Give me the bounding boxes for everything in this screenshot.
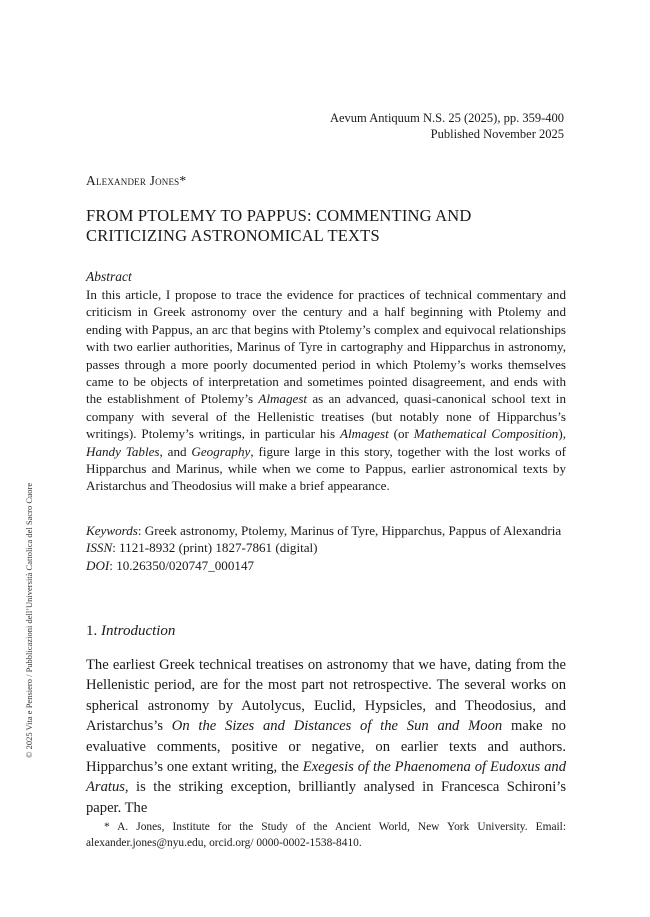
article-metadata bbox=[86, 522, 566, 574]
copyright-notice: © 2025 Vita e Pensiero / Pubblicazioni dell’Università Cattolica del Sacro Cuore bbox=[24, 482, 34, 758]
body-paragraph: The earliest Greek technical treatises on astronomy that we have, dating from the Hellenistic period, are for the most part not retrospective. The several works on spherical astronomy by Autolycus, Euclid, Hypsicles, and Theodosius, and Aristarchus’s On the Sizes and Distances of the Sun and Moon make no evaluative comments, positive or negative, on earlier texts and authors. Hipparchus’s one extant writing, the Exegesis of the Phaenomena of Eudoxus and Aratus, is the striking exception, brilliantly analysed in Francesca Schironi’s paper. The bbox=[86, 657, 566, 816]
issn: ISSN: 1121-8932 (print) 1827-7861 (digital) bbox=[86, 540, 318, 556]
doi: DOI: 10.26350/020747_000147 bbox=[86, 557, 255, 573]
footnote: * A. Jones, Institute for the Study of the Ancient World, New York University. Email: alexander.jones@nyu.edu, orcid.org/ 0000-0002-1538-8410. bbox=[86, 821, 566, 849]
article-title: FROM PTOLEMY TO PAPPUS: COMMENTING AND CRITICIZING ASTRONOMICAL TEXTS bbox=[86, 206, 472, 245]
section-title: Introduction bbox=[101, 623, 176, 639]
author-name: Alexander Jones* bbox=[86, 173, 187, 188]
abstract-heading: Abstract bbox=[86, 269, 132, 284]
publication-date: Published November 2025 bbox=[430, 127, 564, 141]
journal-info bbox=[330, 110, 564, 142]
abstract-text: In this article, I propose to trace the evidence for practices of technical commentary and criticism in Greek astronomy over the century and a half beginning with Ptolemy and ending with Pappus, an arc that begins with Ptolemy’s complex and equivocal relationships with two earlier authorities, Marinus of Tyre in cartography and Hipparchus in astronomy, passes through a more poorly documented period in which Ptolemy’s works themselves came to be objects of interpretation and sometimes pointed disagreement, and ends with the establishment of Ptolemy’s Almagest as an advanced, quasi-canonical school text in company with several of the Hellenistic treatises (but notably none of Hipparchus’s writings). Ptolemy’s writings, in particular his Almagest (or Mathematical Composition), Handy Tables, and Geography, figure large in this story, together with the lost works of Hipparchus and Marinus, while when we come to Pappus, earlier astronomical texts by Aristarchus and Theodosius will make a brief appearance. bbox=[86, 287, 566, 494]
journal-citation: Aevum Antiquum N.S. 25 (2025), pp. 359-400 bbox=[329, 111, 564, 125]
section-heading bbox=[86, 623, 175, 640]
section-number: 1. bbox=[86, 623, 101, 639]
keywords: Keywords: Greek astronomy, Ptolemy, Marinus of Tyre, Hipparchus, Pappus of Alexandria bbox=[86, 523, 562, 538]
